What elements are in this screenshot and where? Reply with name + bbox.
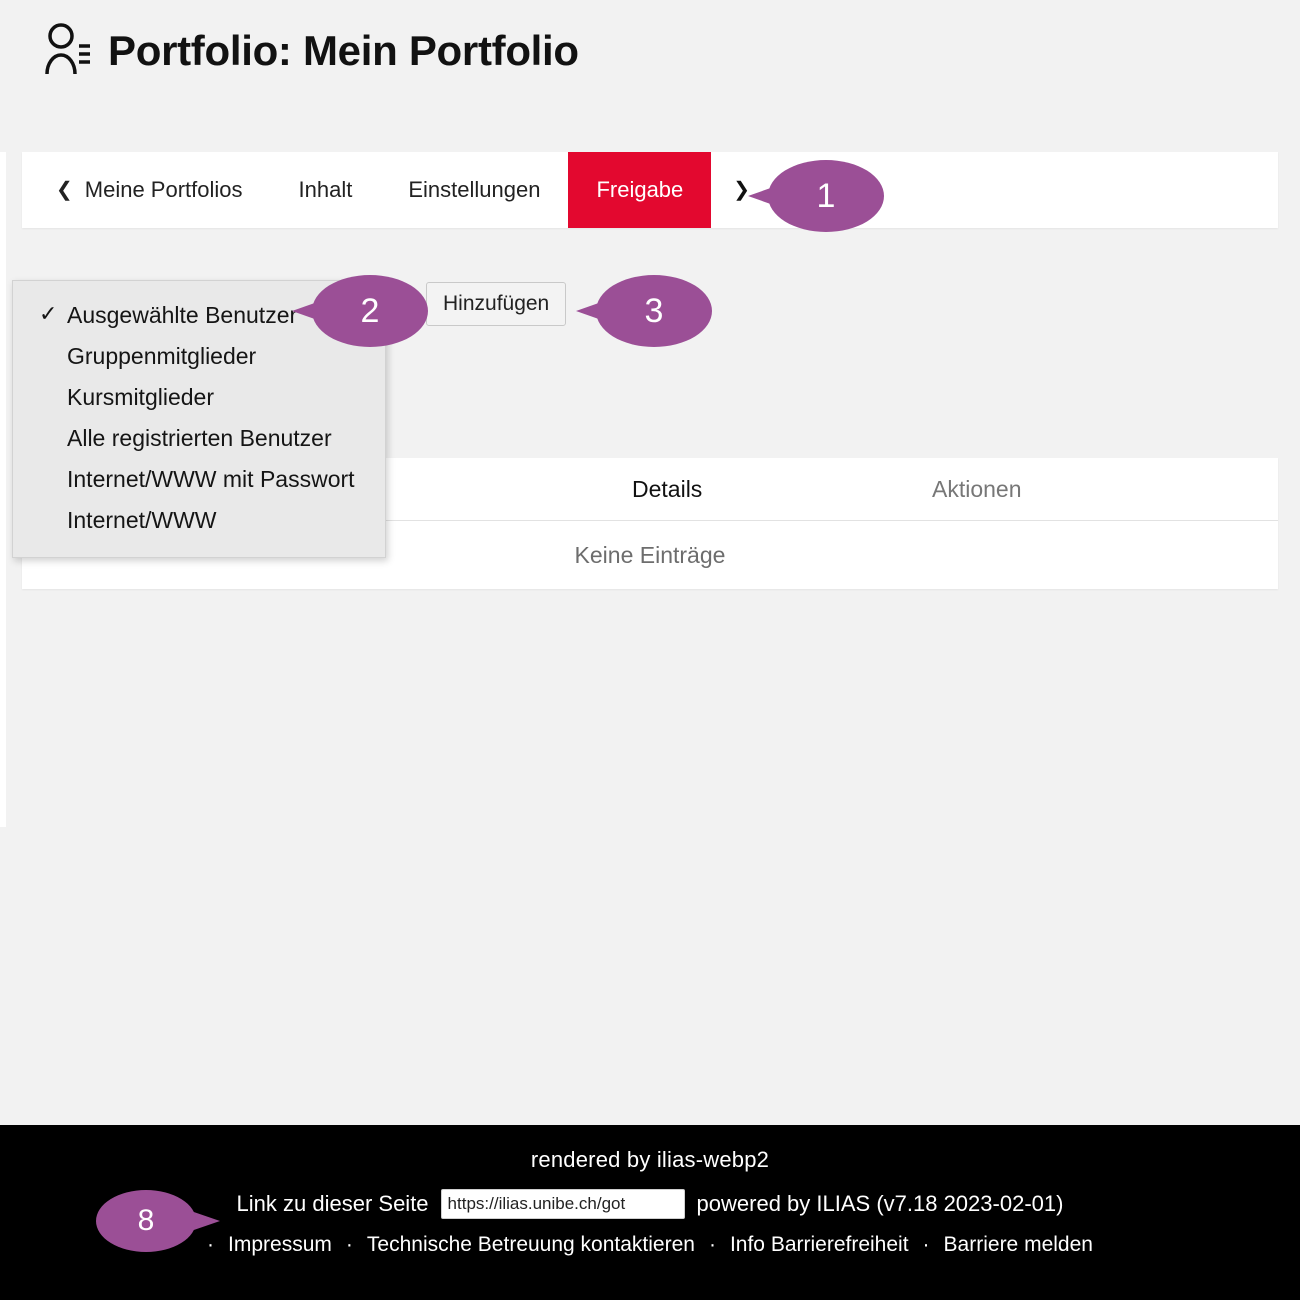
dropdown-item-label: Internet/WWW mit Passwort [67,466,355,492]
dropdown-item-alle-registrierten-benutzer[interactable] [13,418,385,459]
page-header [0,0,1300,80]
dropdown-item-label: Ausgewählte Benutzer [67,302,298,328]
table-header-cell-details: Details [632,475,703,502]
check-icon: ✓ [39,301,58,326]
footer-separator: · [207,1233,215,1256]
footer-separator: · [345,1233,353,1256]
left-edge-strip [0,152,6,827]
page-link-input[interactable] [441,1189,685,1219]
tab-einstellungen[interactable] [380,152,568,228]
link-to-page-label: Link zu dieser Seite [236,1191,429,1216]
tab-label: Meine Portfolios [84,177,243,202]
powered-by-text: powered by ILIAS (v7.18 2023-02-01) [696,1191,1064,1216]
rendered-by-text: rendered by ilias-webp2 [530,1147,770,1172]
callout-number: 3 [596,275,712,347]
chevron-right-icon: ❯ [733,179,751,201]
callout-number: 2 [312,275,428,347]
callout-marker-8 [96,1190,212,1252]
footer-link-impressum[interactable]: Impressum [228,1233,332,1256]
tab-meine-portfolios[interactable] [22,152,271,228]
footer-link-info-barrierefreiheit[interactable]: Info Barrierefreiheit [729,1233,909,1256]
chevron-left-icon: ❮ [56,179,73,201]
add-button[interactable]: Hinzufügen [426,282,566,326]
tab-bar [22,152,1278,228]
tab-label: Einstellungen [408,177,541,202]
dropdown-item-internet-www-mit-passwort[interactable] [13,459,385,500]
footer-separator: · [708,1233,716,1256]
footer-separator: · [922,1233,930,1256]
page-title: Portfolio: Mein Portfolio [108,27,579,74]
callout-number: 8 [96,1190,196,1252]
dropdown-item-label: Alle registrierten Benutzer [67,425,332,451]
callout-marker-3 [576,275,712,347]
dropdown-item-label: Internet/WWW [67,507,217,533]
tab-freigabe[interactable] [568,152,711,228]
callout-marker-1 [748,160,884,232]
dropdown-item-label: Kursmitglieder [67,384,214,410]
table-header-cell-aktionen: Aktionen [932,475,1022,502]
footer-link-barriere-melden[interactable]: Barriere melden [943,1233,1093,1256]
footer-link-technische-betreuung[interactable]: Technische Betreuung kontaktieren [366,1233,695,1256]
tab-inhalt[interactable] [271,152,381,228]
callout-number: 1 [768,160,884,232]
user-list-icon [44,22,90,80]
callout-marker-2 [292,275,428,347]
table-empty-message: Keine Einträge [574,541,726,568]
tab-label: Inhalt [298,177,353,202]
dropdown-item-label: Gruppenmitglieder [67,343,257,369]
dropdown-item-kursmitglieder[interactable] [13,377,385,418]
tab-label: Freigabe [596,177,684,202]
dropdown-item-internet-www[interactable] [13,500,385,541]
